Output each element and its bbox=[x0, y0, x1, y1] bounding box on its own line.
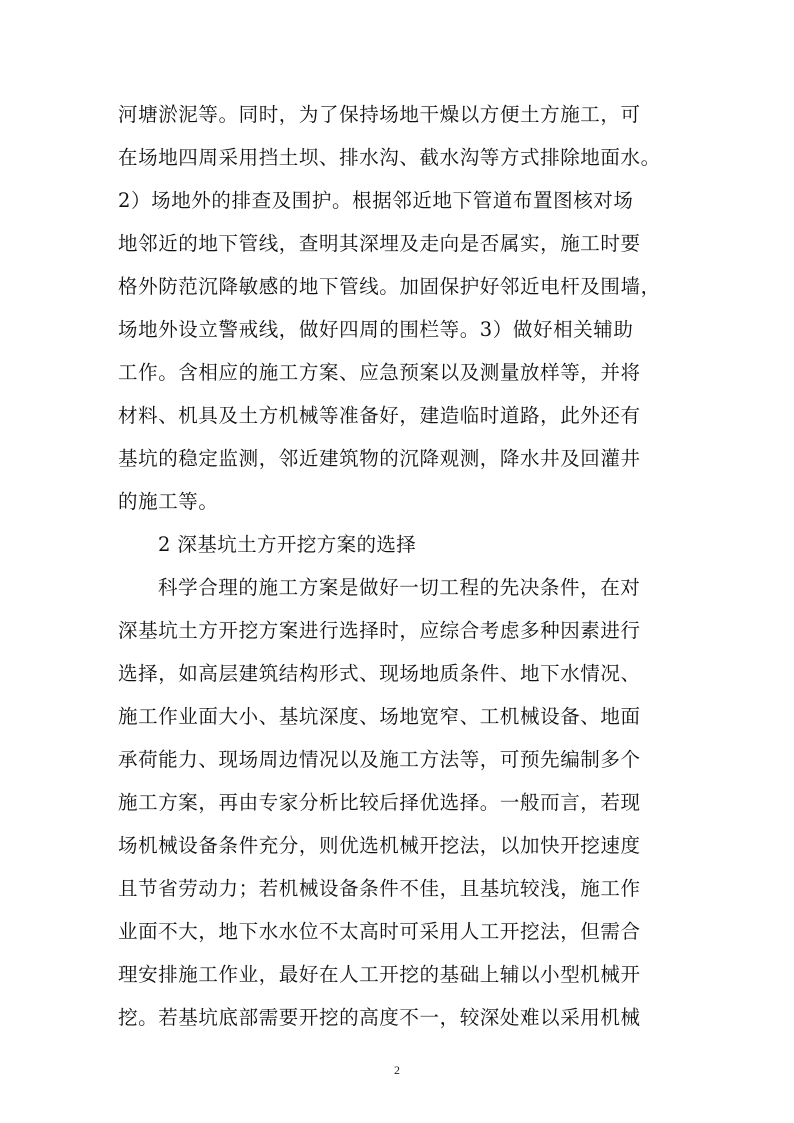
paragraph-line: 选择，如高层建筑结构形式、现场地质条件、地下水情况、 bbox=[118, 662, 641, 685]
paragraph-line: 业面不大，地下水水位不太高时可采用人工开挖法，但需合 bbox=[118, 920, 641, 943]
paragraph-line: 河塘淤泥等。同时，为了保持场地干燥以方便土方施工，可 bbox=[118, 103, 641, 126]
paragraph-line: 且节省劳动力；若机械设备条件不佳，且基坑较浅，施工作 bbox=[118, 877, 641, 900]
paragraph-line: 的施工等。 bbox=[118, 490, 219, 513]
paragraph-line: 理安排施工作业，最好在人工开挖的基础上辅以小型机械开 bbox=[118, 963, 641, 986]
paragraph-line: 施工方案，再由专家分析比较后择优选择。一般而言，若现 bbox=[118, 791, 641, 814]
paragraph-line: 格外防范沉降敏感的地下管线。加固保护好邻近电杆及围墙， bbox=[118, 275, 661, 298]
paragraph-line: 场机械设备条件充分，则优选机械开挖法，以加快开挖速度 bbox=[118, 834, 641, 857]
paragraph-line: 挖。若基坑底部需要开挖的高度不一，较深处难以采用机械 bbox=[118, 1006, 641, 1029]
paragraph-line: 地邻近的地下管线，查明其深埋及走向是否属实，施工时要 bbox=[118, 232, 641, 255]
paragraph-line: 施工作业面大小、基坑深度、场地宽窄、工机械设备、地面 bbox=[118, 705, 641, 728]
page-number: 2 bbox=[394, 1063, 400, 1077]
paragraph-line: 材料、机具及土方机械等准备好，建造临时道路，此外还有 bbox=[118, 404, 641, 427]
paragraph-line: 在场地四周采用挡土坝、排水沟、截水沟等方式排除地面水。 bbox=[118, 146, 661, 169]
paragraph-line: 2）场地外的排查及围护。根据邻近地下管道布置图核对场 bbox=[118, 189, 634, 212]
paragraph-line: 基坑的稳定监测，邻近建筑物的沉降观测，降水井及回灌井 bbox=[118, 447, 641, 470]
paragraph-line: 承荷能力、现场周边情况以及施工方法等，可预先编制多个 bbox=[118, 748, 641, 771]
paragraph-line: 科学合理的施工方案是做好一切工程的先决条件，在对 bbox=[158, 576, 641, 599]
section-heading: 2 深基坑土方开挖方案的选择 bbox=[158, 533, 417, 556]
paragraph-line: 场地外设立警戒线，做好四周的围栏等。3）做好相关辅助 bbox=[118, 318, 634, 341]
paragraph-line: 深基坑土方开挖方案进行选择时，应综合考虑多种因素进行 bbox=[118, 619, 641, 642]
paragraph-line: 工作。含相应的施工方案、应急预案以及测量放样等，并将 bbox=[118, 361, 641, 384]
